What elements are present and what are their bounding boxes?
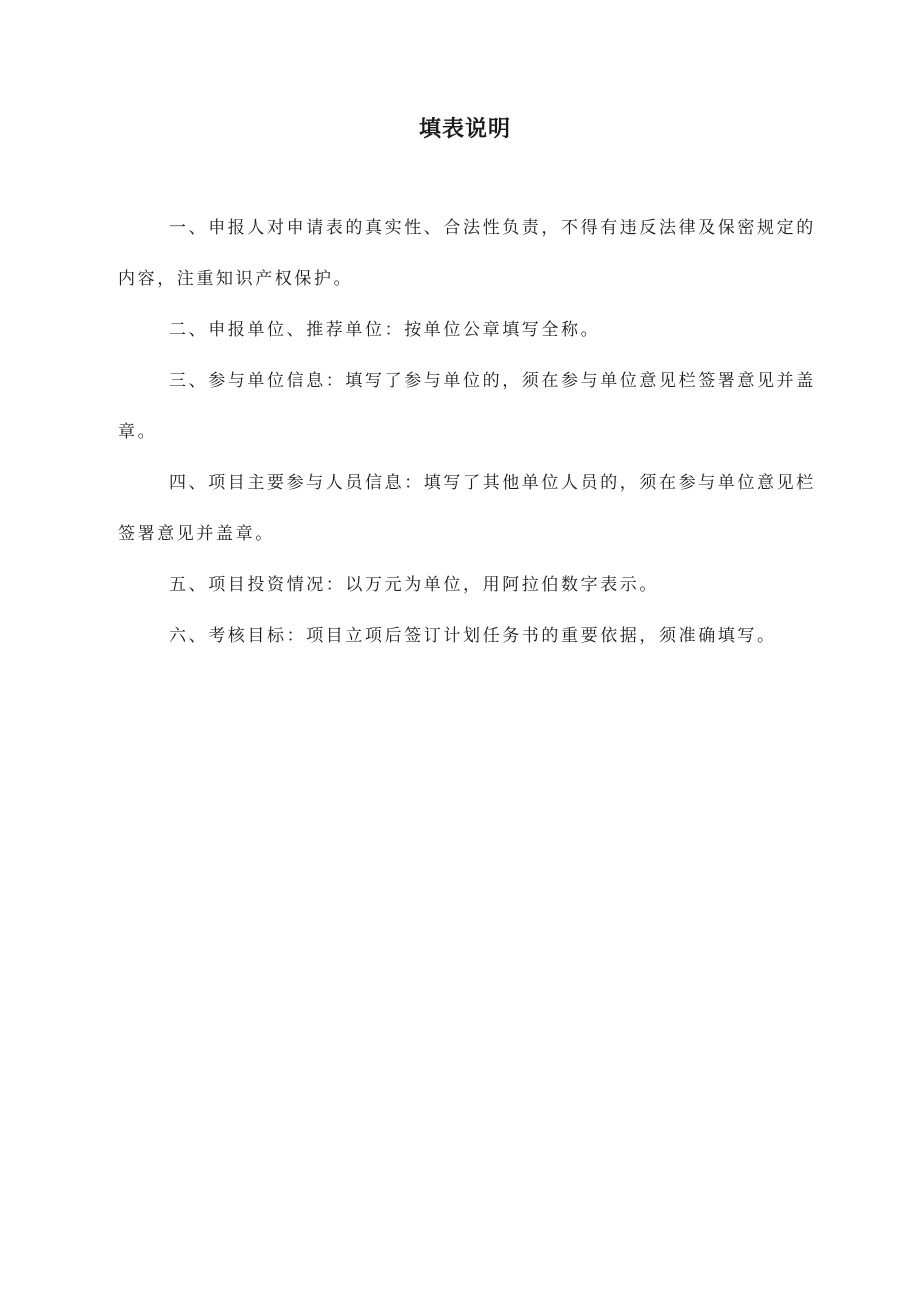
instructions-body: [118, 203, 818, 662]
instruction-item-6: 六、考核目标：项目立项后签订计划任务书的重要依据，须准确填写。: [169, 626, 777, 646]
instruction-item-2: 二、申报单位、推荐单位：按单位公章填写全称。: [169, 320, 601, 340]
page-title: 填表说明: [418, 117, 511, 142]
instruction-item-3: 三、参与单位信息：填写了参与单位的，须在参与单位意见栏签署意见并盖章。: [118, 371, 816, 442]
instruction-item-4: 四、项目主要参与人员信息：填写了其他单位人员的，须在参与单位意见栏签署意见并盖章。: [118, 473, 816, 544]
instruction-item-1: 一、申报人对申请表的真实性、合法性负责，不得有违反法律及保密规定的内容，注重知识产权保护。: [118, 218, 816, 289]
instruction-item-5: 五、项目投资情况：以万元为单位，用阿拉伯数字表示。: [169, 575, 659, 595]
